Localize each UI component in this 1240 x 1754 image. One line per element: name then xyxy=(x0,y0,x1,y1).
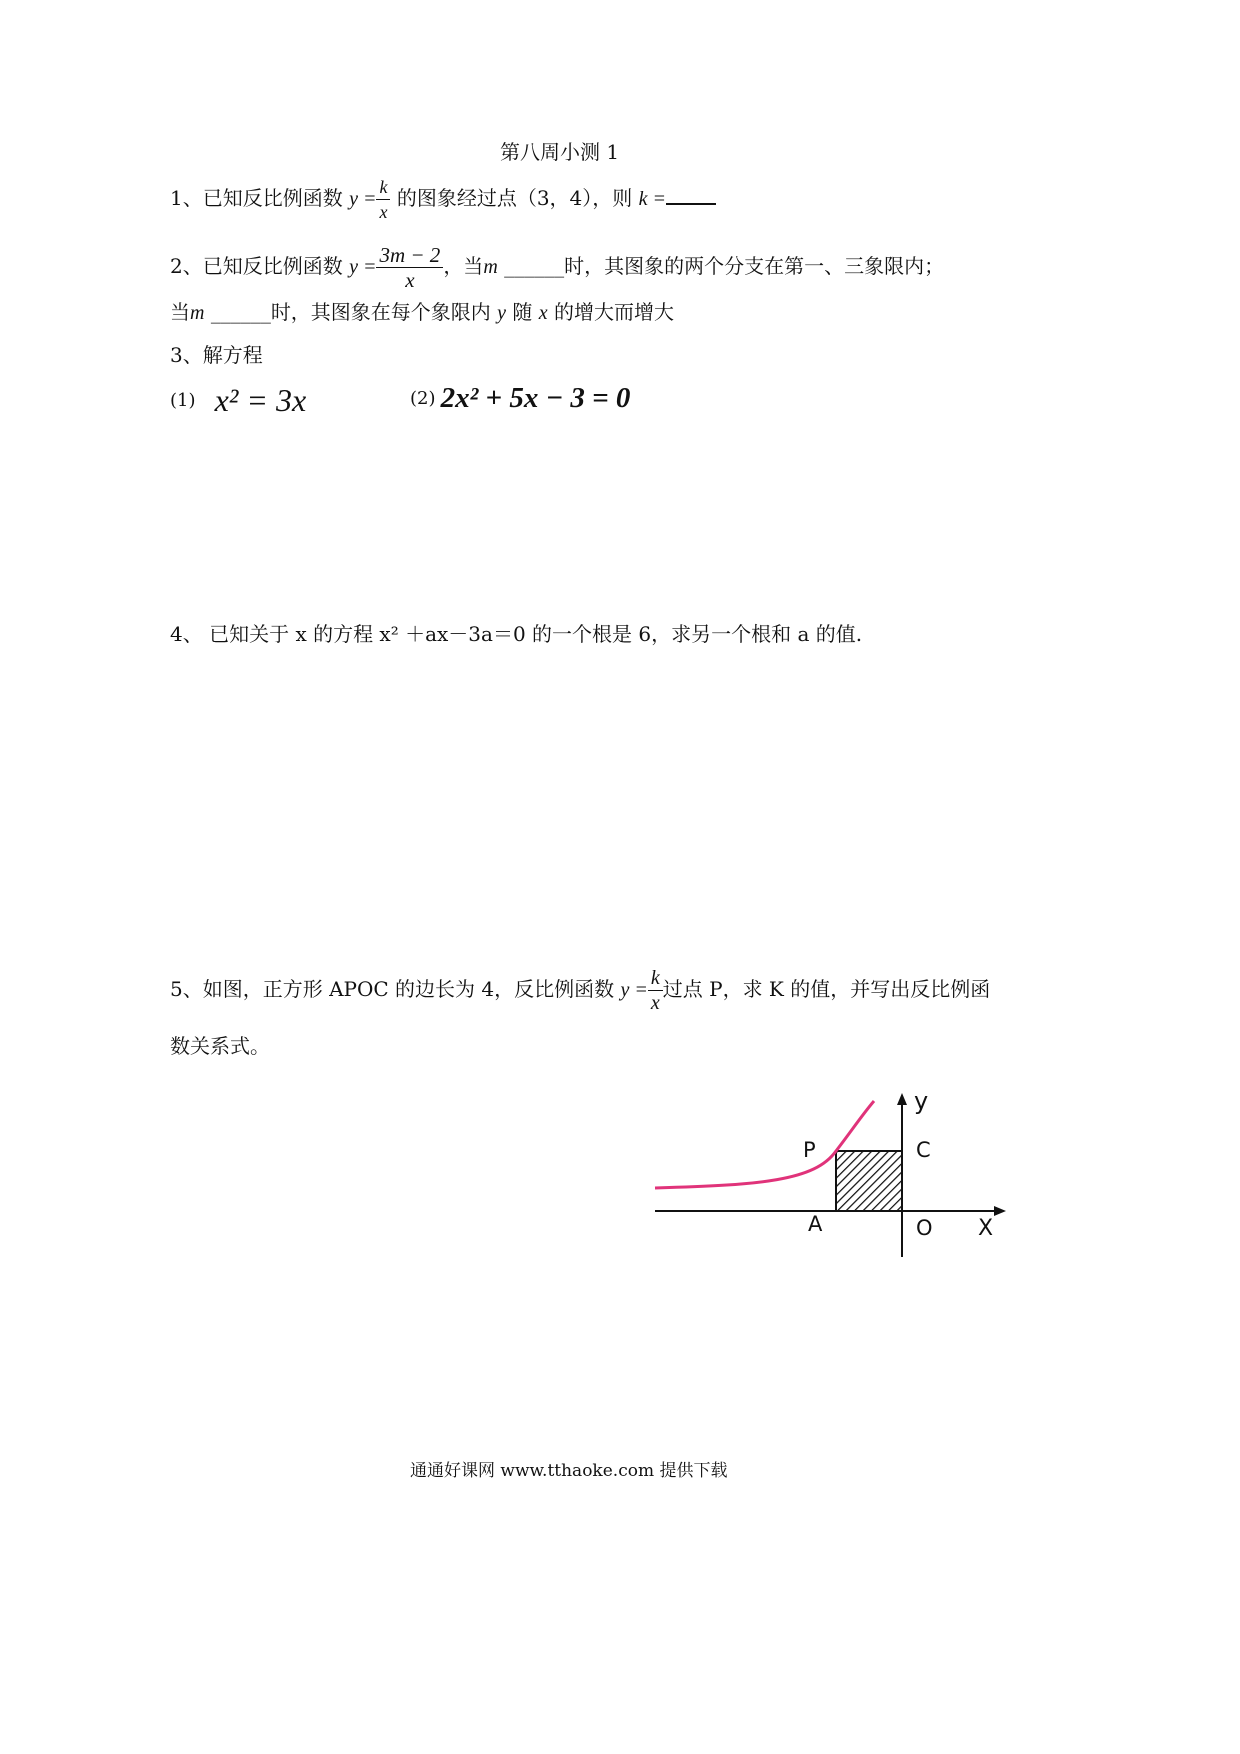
q1-answer-blank xyxy=(666,189,716,205)
q5-numerator: k xyxy=(648,966,663,991)
question-5 xyxy=(170,966,990,1015)
q2-numerator: 3m − 2 xyxy=(376,243,443,268)
q2-var-m: m xyxy=(483,256,498,278)
q5-fraction xyxy=(648,966,663,1015)
label-p: P xyxy=(803,1138,816,1162)
q2-var-x: x xyxy=(538,302,548,324)
question-2 xyxy=(170,243,944,292)
q3-sub2-label: (2) xyxy=(410,388,436,409)
q2-lead: 2、已知反比例函数 xyxy=(170,254,343,278)
q2-line2-c: 的增大而增大 xyxy=(554,300,675,324)
q5-eq-lhs: y = xyxy=(620,979,648,1001)
q5-figure xyxy=(640,1085,1020,1265)
q2-var-m-2: m xyxy=(190,302,205,324)
q1-mid: 的图象经过点（3，4），则 xyxy=(396,186,633,210)
q2-blank-2: ______ xyxy=(210,300,271,324)
q5-tail: 过点 P，求 K 的值，并写出反比例函 xyxy=(662,977,991,1001)
label-o: O xyxy=(916,1216,933,1240)
q2-fraction xyxy=(376,243,443,292)
label-y: y xyxy=(914,1087,929,1115)
q3-sub1-label: (1) xyxy=(170,390,196,411)
y-axis-arrow-icon xyxy=(897,1093,907,1105)
label-c: C xyxy=(916,1138,931,1162)
q3-sub1-equation: x² = 3x xyxy=(214,382,307,418)
q2-part1a: ，当 xyxy=(443,254,484,278)
q1-eq-lhs: y = xyxy=(349,188,377,210)
label-x: X xyxy=(978,1216,994,1241)
question-4: 4、 已知关于 x 的方程 x² ＋ax－3a＝0 的一个根是 6，求另一个根和 a 的值. xyxy=(170,622,863,646)
q2-line2-b: 随 xyxy=(512,300,533,324)
q2-denominator: x xyxy=(405,268,415,292)
footer-source: 通通好课网 www.tthaoke.com 提供下载 xyxy=(410,1461,728,1481)
q1-fraction xyxy=(376,175,390,224)
page-title: 第八周小测 1 xyxy=(500,140,620,164)
q3-sub-1 xyxy=(170,382,306,419)
question-3: 3、解方程 xyxy=(170,343,263,367)
question-2-line-2 xyxy=(170,296,674,325)
q3-sub-2 xyxy=(410,382,630,415)
square-apoc xyxy=(836,1151,902,1211)
q2-eq-lhs: y = xyxy=(349,256,377,278)
question-1 xyxy=(170,175,716,224)
q1-answer-var: k = xyxy=(638,188,667,210)
q5-denominator: x xyxy=(650,992,660,1014)
question-5-line-2: 数关系式。 xyxy=(170,1034,270,1058)
q2-blank-1: ______ xyxy=(504,254,565,278)
q2-part1b: 时，其图象的两个分支在第一、三象限内； xyxy=(564,254,945,278)
q1-numerator: k xyxy=(376,175,390,200)
q1-denominator: x xyxy=(379,202,388,222)
x-axis-arrow-icon xyxy=(994,1206,1006,1216)
q2-line2-a: 时，其图象在每个象限内 xyxy=(270,300,491,324)
q1-lead: 1、已知反比例函数 xyxy=(170,186,343,210)
q3-sub2-equation: 2x² + 5x − 3 = 0 xyxy=(440,382,631,414)
q2-var-y: y xyxy=(497,302,507,324)
label-a: A xyxy=(808,1212,823,1236)
q2-line2-lead: 当 xyxy=(170,300,190,324)
q5-lead: 5、如图，正方形 APOC 的边长为 4，反比例函数 xyxy=(170,977,615,1001)
